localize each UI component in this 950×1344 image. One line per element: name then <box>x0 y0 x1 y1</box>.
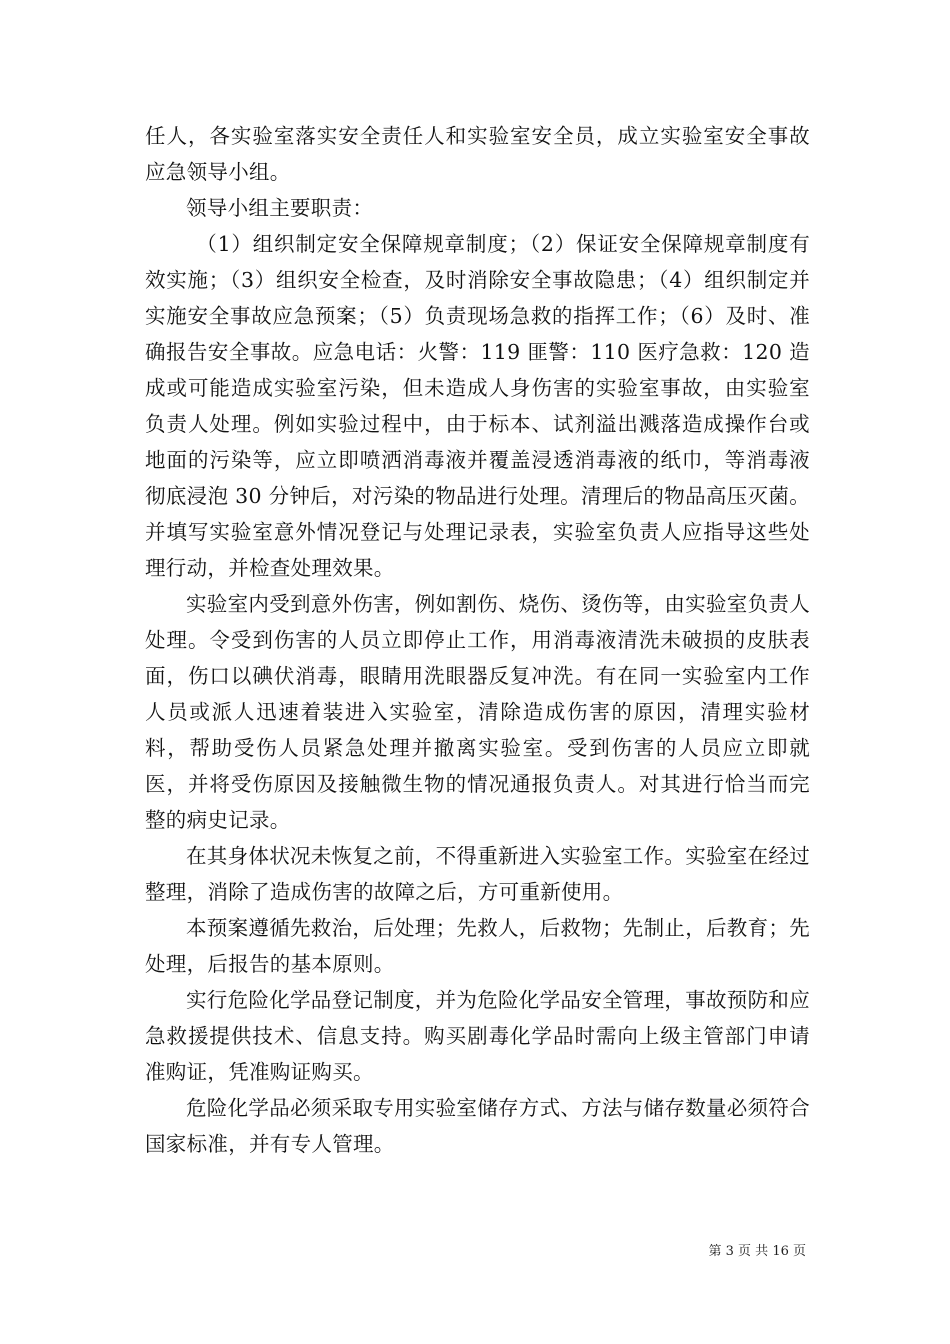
paragraph-duties-list: （1）组织制定安全保障规章制度；（2）保证安全保障规章制度有效实施；（3）组织安全检查，及时消除安全事故隐患；（4）组织制定并实施安全事故应急预案；（5）负责现场急救的指挥工作；（6）及时、准确报告安全事故。应急电话：火警：119 匪警：110 医疗急救：120 造成或可能造成实验室污染，但未造成人身伤害的实验室事故，由实验室负责人处理。例如实验过程中，由于标本、试剂溢出溅落造成操作台或地面的污染等，应立即喷洒消毒液并覆盖浸透消毒液的纸巾，等消毒液彻底浸泡 30 分钟后，对污染的物品进行处理。清理后的物品高压灭菌。并填写实验室意外情况登记与处理记录表，实验室负责人应指导这些处理行动，并检查处理效果。 <box>145 232 810 580</box>
paragraph-return-to-work: 在其身体状况未恢复之前，不得重新进入实验室工作。实验室在经过整理，消除了造成伤害的故障之后，方可重新使用。 <box>145 844 810 904</box>
paragraph-continuation: 任人，各实验室落实安全责任人和实验室安全员，成立实验室安全事故应急领导小组。 <box>145 124 810 184</box>
paragraph-principles: 本预案遵循先救治，后处理；先救人，后救物；先制止，后教育；先处理，后报告的基本原则。 <box>145 916 810 976</box>
paragraph-chemical-registration: 实行危险化学品登记制度，并为危险化学品安全管理，事故预防和应急救援提供技术、信息支持。购买剧毒化学品时需向上级主管部门申请准购证，凭准购证购买。 <box>145 988 810 1084</box>
page-number: 第 3 页 共 16 页 <box>708 1244 806 1259</box>
document-body <box>145 118 810 1162</box>
paragraph-injury-handling: 实验室内受到意外伤害，例如割伤、烧伤、烫伤等，由实验室负责人处理。令受到伤害的人员立即停止工作，用消毒液清洗未破损的皮肤表面，伤口以碘伏消毒，眼睛用洗眼器反复冲洗。有在同一实验室内工作人员或派人迅速着装进入实验室，清除造成伤害的原因，清理实验材料，帮助受伤人员紧急处理并撤离实验室。受到伤害的人员应立即就医，并将受伤原因及接触微生物的情况通报负责人。对其进行恰当而完整的病史记录。 <box>145 592 810 832</box>
paragraph-duties-heading: 领导小组主要职责： <box>186 196 374 220</box>
paragraph-chemical-storage: 危险化学品必须采取专用实验室储存方式、方法与储存数量必须符合国家标准，并有专人管理。 <box>145 1096 810 1156</box>
